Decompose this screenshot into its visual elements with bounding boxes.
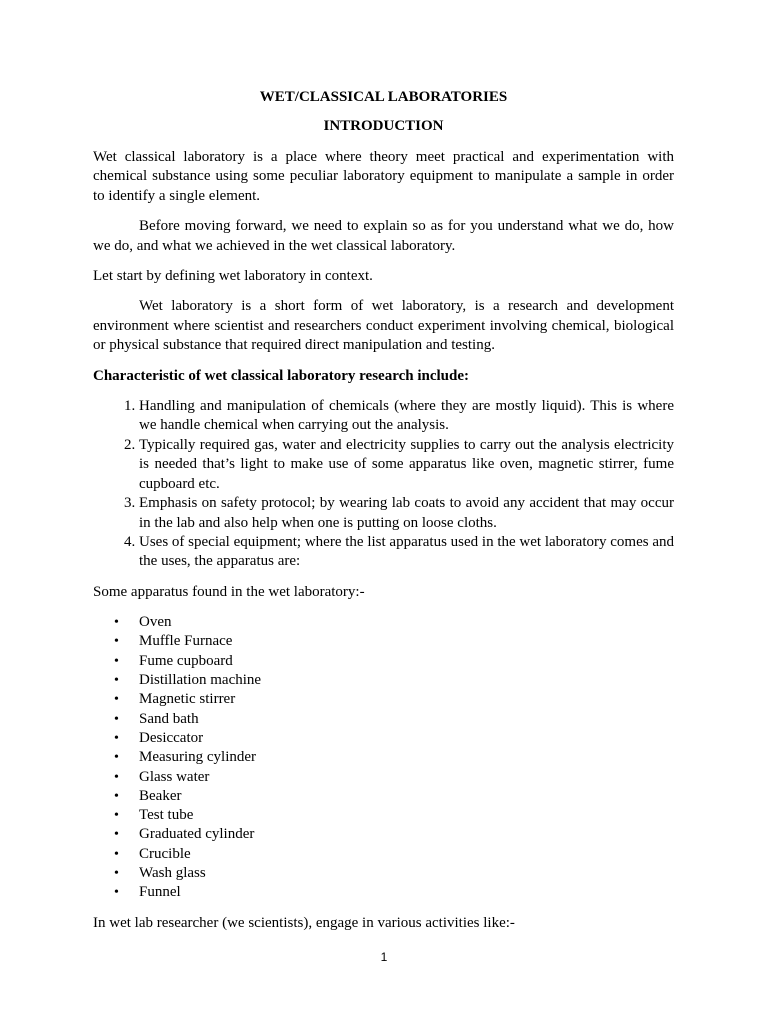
apparatus-name: Funnel — [139, 884, 181, 901]
document-title: WET/CLASSICAL LABORATORIES — [259, 89, 508, 105]
apparatus-name: Crucible — [139, 845, 191, 862]
bullet-icon: • — [114, 808, 119, 824]
list-item — [93, 825, 674, 844]
document-page — [93, 87, 674, 944]
bullet-icon: • — [114, 827, 119, 843]
activities-intro: In wet lab researcher (we scientists), engage in various activities like:- — [93, 914, 515, 931]
page-number: 1 — [380, 950, 388, 964]
list-item: 3. Emphasis on safety protocol; by wearing lab coats to avoid any accident that may occur in the lab and also help when one is putting on loose cloths. — [139, 494, 674, 533]
list-item — [93, 845, 674, 864]
apparatus-intro: Some apparatus found in the wet laboratory:- — [93, 583, 365, 600]
list-item — [93, 864, 674, 883]
bullet-icon: • — [114, 846, 119, 862]
list-item — [93, 787, 674, 806]
list-item — [93, 690, 674, 709]
apparatus-name: Graduated cylinder — [139, 826, 255, 843]
list-item — [93, 729, 674, 748]
bullet-icon: • — [114, 692, 119, 708]
bullet-icon: • — [114, 634, 119, 650]
list-item — [93, 632, 674, 651]
apparatus-list — [93, 613, 674, 902]
bullet-icon: • — [114, 865, 119, 881]
apparatus-name: Magnetic stirrer — [139, 691, 236, 708]
list-item — [93, 652, 674, 671]
list-item — [93, 671, 674, 690]
apparatus-name: Test tube — [139, 807, 194, 824]
list-item — [93, 710, 674, 729]
paragraph-definition: Wet classical laboratory is a place where theory meet practical and experimentation with chemical substance using some peculiar laboratory equipment to manipulate a sample in order to identify a single element. — [93, 149, 674, 204]
apparatus-name: Desiccator — [139, 729, 204, 746]
characteristics-heading: Characteristic of wet classical laboratory research include: — [93, 367, 470, 384]
bullet-icon: • — [114, 673, 119, 689]
apparatus-name: Wash glass — [139, 864, 206, 881]
apparatus-name: Glass water — [139, 768, 210, 785]
apparatus-name: Distillation machine — [139, 672, 262, 689]
bullet-icon: • — [114, 615, 119, 631]
apparatus-name: Muffle Furnace — [139, 633, 233, 650]
bullet-icon: • — [114, 885, 119, 901]
apparatus-name: Beaker — [139, 787, 182, 804]
characteristics-list — [93, 397, 674, 572]
bullet-icon: • — [114, 653, 119, 669]
list-item — [93, 748, 674, 767]
list-item — [93, 768, 674, 787]
section-heading-introduction: INTRODUCTION — [323, 118, 444, 134]
bullet-icon: • — [114, 711, 119, 727]
paragraph-context: Let start by defining wet laboratory in context. — [93, 268, 373, 285]
apparatus-name: Measuring cylinder — [139, 749, 257, 766]
paragraph-explanation: Before moving forward, we need to explain so as for you understand what we do, how we do, and what we achieved in the wet classical laboratory. — [93, 218, 674, 254]
list-item: 2. Typically required gas, water and electricity supplies to carry out the analysis electricity is needed that’s light to make use of some apparatus like oven, magnetic stirrer, fume cupboard etc. — [139, 436, 674, 494]
apparatus-name: Fume cupboard — [139, 652, 233, 669]
bullet-icon: • — [114, 730, 119, 746]
list-item: 1. Handling and manipulation of chemicals (where they are mostly liquid). This is where we handle chemical when carrying out the analysis. — [139, 397, 674, 436]
bullet-icon: • — [114, 788, 119, 804]
list-item — [93, 806, 674, 825]
apparatus-name: Oven — [139, 614, 172, 631]
bullet-icon: • — [114, 750, 119, 766]
bullet-icon: • — [114, 769, 119, 785]
list-item — [93, 883, 674, 902]
list-item — [93, 613, 674, 632]
list-item: 4. Uses of special equipment; where the list apparatus used in the wet laboratory comes and the uses, the apparatus are: — [139, 533, 674, 572]
paragraph-wet-lab-definition: Wet laboratory is a short form of wet laboratory, is a research and development environment where scientist and researchers conduct experiment involving chemical, biological or physical substance that required direct manipulation and testing. — [93, 298, 674, 354]
apparatus-name: Sand bath — [139, 710, 199, 727]
